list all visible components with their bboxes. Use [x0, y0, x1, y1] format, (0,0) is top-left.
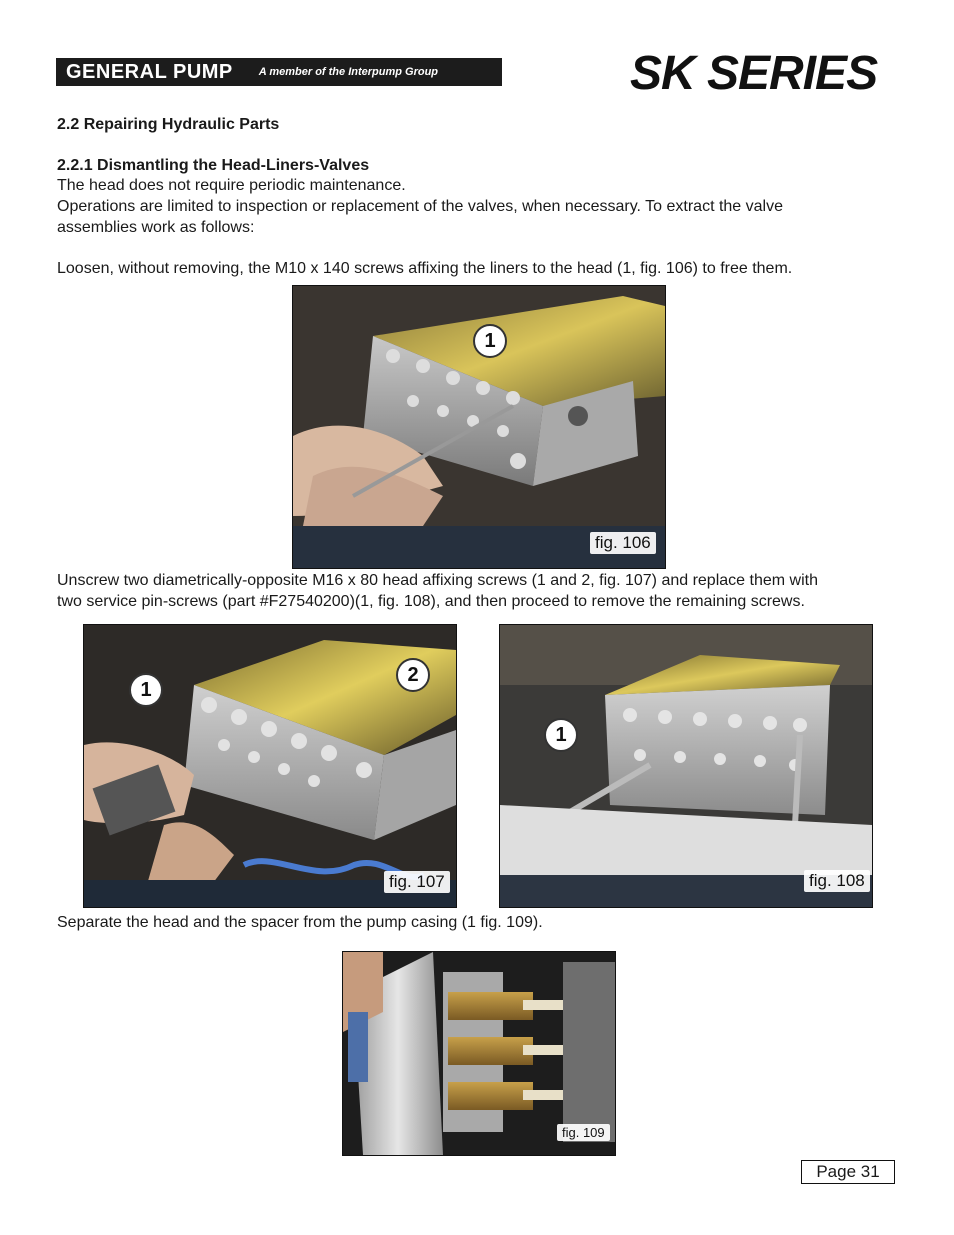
paragraph: Unscrew two diametrically-opposite M16 x 80 head affixing screws (1 and 2, fig. 107) and replace them with: [57, 572, 818, 589]
brand-tagline: A member of the Interpump Group: [258, 66, 439, 78]
paragraph: two service pin-screws (part #F27540200)(1, fig. 108), and then proceed to remove the remaining screws.: [57, 593, 805, 610]
section-title: 2.2 Repairing Hydraulic Parts: [57, 116, 280, 133]
figure-label: fig. 106: [590, 532, 656, 554]
paragraph: Loosen, without removing, the M10 x 140 screws affixing the liners to the head (1, fig. 106) to free them.: [57, 260, 793, 277]
callout-1: 1: [129, 673, 163, 707]
paragraph: Operations are limited to inspection or replacement of the valves, when necessary. To extract the valve: [57, 198, 783, 215]
subsection-title: 2.2.1 Dismantling the Head-Liners-Valves: [57, 157, 370, 174]
brand-bar: [56, 58, 502, 86]
figure-label: fig. 108: [804, 870, 870, 892]
page-number: Page 31: [801, 1160, 895, 1184]
callout-1: 1: [473, 324, 507, 358]
series-title: SK SERIES: [630, 47, 878, 100]
paragraph: The head does not require periodic maintenance.: [57, 177, 406, 194]
paragraph: assemblies work as follows:: [57, 219, 255, 236]
callout-2: 2: [396, 658, 430, 692]
brand-name: GENERAL PUMP: [66, 60, 233, 83]
figure-label: fig. 107: [384, 871, 450, 893]
paragraph: Separate the head and the spacer from the pump casing (1 fig. 109).: [57, 914, 543, 931]
pump-head-image: [500, 625, 872, 907]
callout-1: 1: [544, 718, 578, 752]
figure-108-photo: [499, 624, 873, 908]
figure-label: fig. 109: [557, 1124, 610, 1141]
